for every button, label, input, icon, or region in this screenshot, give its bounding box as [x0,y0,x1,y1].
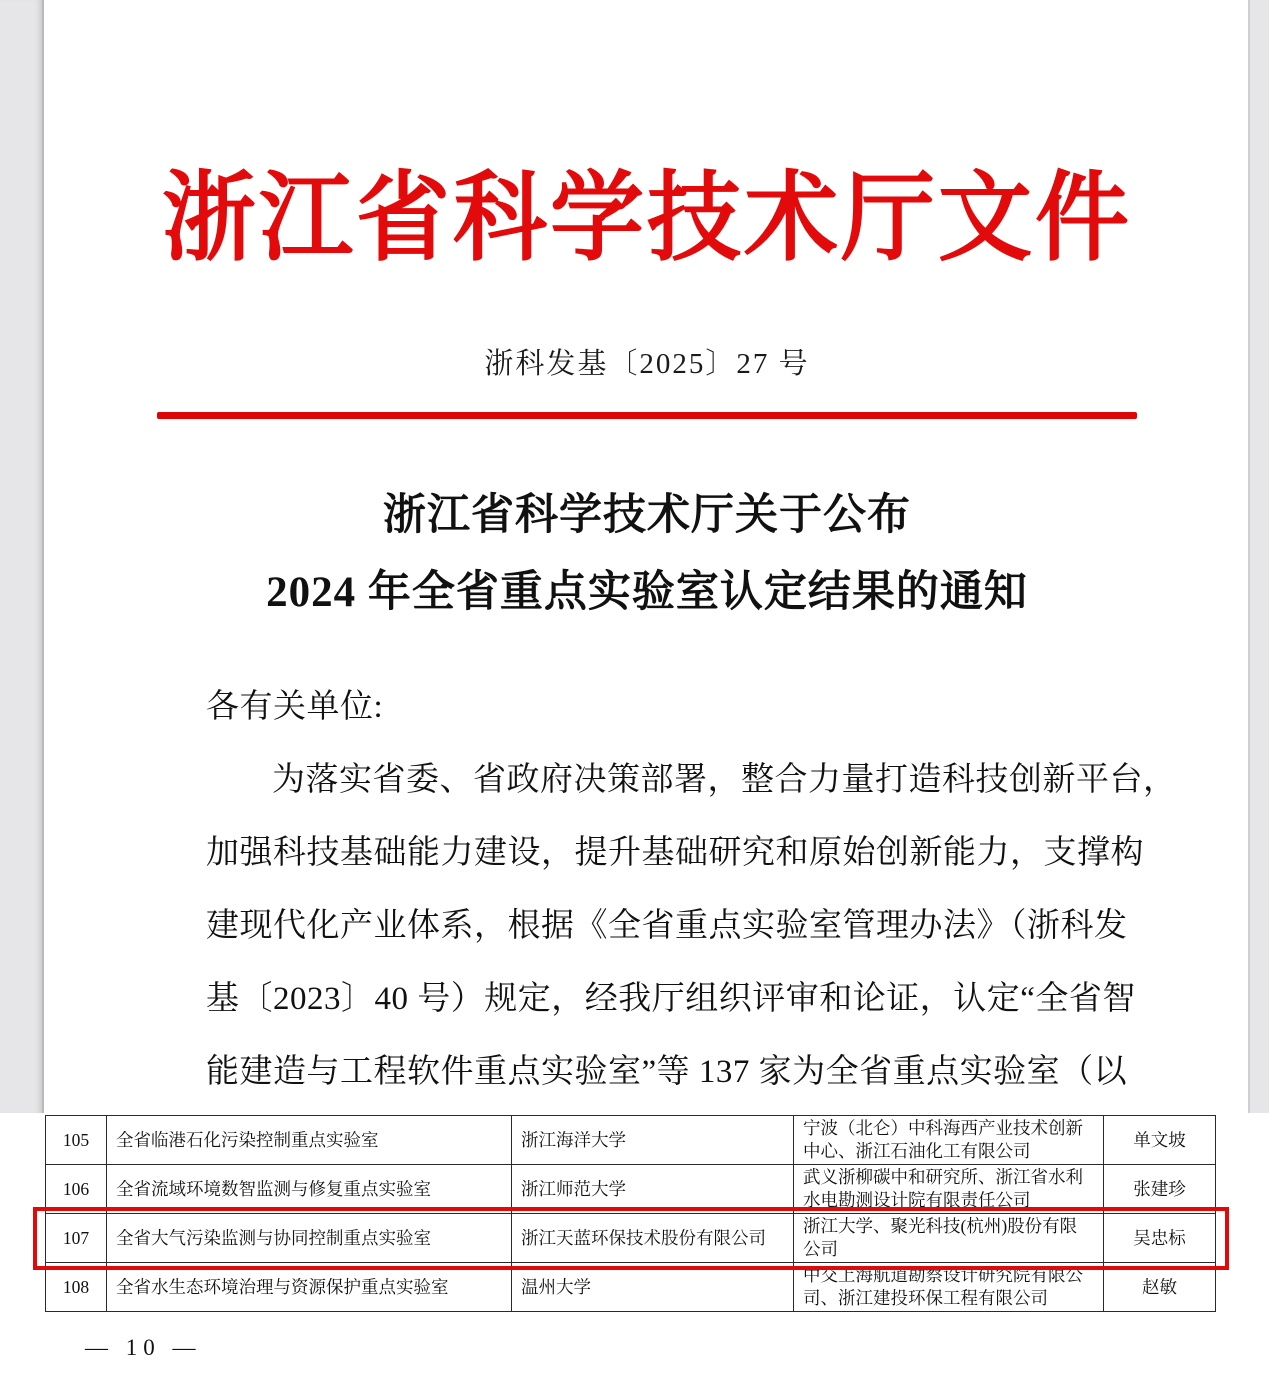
notice-title [46,477,1248,631]
notice-title-line2: 2024 年全省重点实验室认定结果的通知 [266,569,1028,616]
cell-lab-name: 全省大气污染监测与协同控制重点实验室 [107,1214,512,1263]
body-line: 基〔2023〕40 号）规定，经我厅组织评审和论证，认定“全省智 [206,981,1136,1017]
table-row [46,1116,1216,1165]
cell-partners: 宁波（北仑）中科海西产业技术创新中心、浙江石油化工有限公司 [794,1116,1104,1165]
cell-partners: 浙江大学、聚光科技(杭州)股份有限公司 [794,1214,1104,1263]
cell-director: 张建珍 [1104,1165,1216,1214]
cell-row-number: 105 [46,1116,107,1165]
cell-lab-name: 全省临港石化污染控制重点实验室 [107,1116,512,1165]
table-row [46,1165,1216,1214]
agency-header-title: 浙江省科学技术厅文件 [161,165,1132,274]
cell-institution: 浙江师范大学 [512,1165,794,1214]
lab-list-table-section [0,1113,1269,1386]
cell-institution: 浙江海洋大学 [512,1116,794,1165]
body-line: 能建造与工程软件重点实验室”等 137 家为全省重点实验室（以 [206,1054,1128,1090]
red-divider-rule [157,412,1137,419]
lab-list-table [45,1115,1216,1312]
body-line: 加强科技基础能力建设，提升基础研究和原始创新能力，支撑构 [206,835,1144,871]
cell-director: 吴忠标 [1104,1214,1216,1263]
cell-institution: 浙江天蓝环保技术股份有限公司 [512,1214,794,1263]
body-line: 为落实省委、省政府决策部署，整合力量打造科技创新平台， [272,762,1177,798]
salutation: 各有关单位: [206,689,384,725]
cell-row-number: 106 [46,1165,107,1214]
cell-row-number: 108 [46,1263,107,1312]
cell-row-number: 107 [46,1214,107,1263]
cell-director: 赵敏 [1104,1263,1216,1312]
table-row [46,1263,1216,1312]
document-page [46,0,1248,1113]
cell-lab-name: 全省水生态环境治理与资源保护重点实验室 [107,1263,512,1312]
body-line: 建现代化产业体系，根据《全省重点实验室管理办法》（浙科发 [206,908,1128,944]
page-number: — 10 — [85,1335,202,1360]
cell-lab-name: 全省流域环境数智监测与修复重点实验室 [107,1165,512,1214]
document-number: 浙科发基〔2025〕27 号 [484,348,810,380]
cell-partners: 中交上海航道勘察设计研究院有限公司、浙江建投环保工程有限公司 [794,1263,1104,1312]
scan-right-margin [1248,0,1269,1113]
scan-left-margin [0,0,44,1113]
cell-institution: 温州大学 [512,1263,794,1312]
cell-partners: 武义浙柳碳中和研究所、浙江省水利水电勘测设计院有限责任公司 [794,1165,1104,1214]
notice-body [46,671,1248,1113]
cell-director: 单文坡 [1104,1116,1216,1165]
notice-title-line1: 浙江省科学技术厅关于公布 [383,492,911,539]
table-row-highlighted [46,1214,1216,1263]
